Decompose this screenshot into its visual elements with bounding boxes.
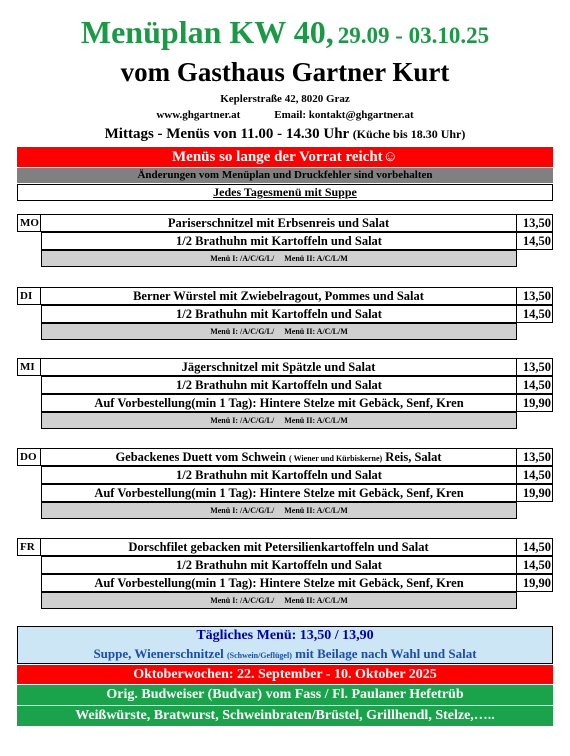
daily-menu-box — [17, 626, 553, 664]
day-block-fr — [17, 538, 553, 605]
allergen-menu-1: Menü I: /A/C/G/L/ — [210, 254, 275, 263]
specials-banner: Weißwürste, Bratwurst, Schweinbraten/Brüstel, Grillhendl, Stelze,….. — [17, 706, 553, 726]
hours-kitchen: (Küche bis 18.30 Uhr) — [352, 127, 466, 141]
allergen-menu-2: Menü II: A/C/L/M — [284, 596, 348, 605]
dish-name: 1/2 Brathuhn mit Kartoffeln und Salat — [41, 232, 517, 250]
menu-row — [17, 358, 553, 376]
allergen-menu-1: Menü I: /A/C/G/L/ — [210, 416, 275, 425]
day-block-mo — [17, 214, 553, 263]
dish-name: Auf Vorbestellung(min 1 Tag): Hintere Stelze mit Gebäck, Senf, Kren — [41, 574, 517, 592]
dish-price: 13,50 — [517, 358, 553, 376]
allergen-menu-1: Menü I: /A/C/G/L/ — [210, 506, 275, 515]
dish-name-rest: Reis, Salat — [385, 450, 442, 464]
dish-name: 1/2 Brathuhn mit Kartoffeln und Salat — [41, 466, 517, 484]
allergen-info — [41, 250, 517, 267]
daily-menu-description — [18, 646, 552, 662]
soup-notice-text: Jedes Tagesmenü mit Suppe — [213, 185, 357, 199]
dish-price: 19,90 — [517, 484, 553, 502]
dish-name: Auf Vorbestellung(min 1 Tag): Hintere Stelze mit Gebäck, Senf, Kren — [41, 484, 517, 502]
menu-title — [0, 14, 570, 51]
menu-row — [17, 376, 553, 394]
dish-name: 1/2 Brathuhn mit Kartoffeln und Salat — [41, 305, 517, 323]
email: Email: kontakt@ghgartner.at — [274, 109, 414, 121]
hours-main: Mittags - Menüs von 11.00 - 14.30 Uhr — [104, 126, 349, 142]
dish-price: 19,90 — [517, 394, 553, 412]
menu-row — [17, 232, 553, 250]
day-block-mi — [17, 358, 553, 425]
allergen-info — [41, 592, 517, 609]
day-block-di — [17, 287, 553, 336]
day-block-do — [17, 448, 553, 515]
dish-price: 14,50 — [517, 538, 553, 556]
allergen-info — [41, 412, 517, 429]
menu-row — [17, 538, 553, 556]
menu-row — [17, 466, 553, 484]
contact-line — [0, 109, 570, 121]
day-label: FR — [17, 538, 41, 556]
dish-name: Dorschfilet gebacken mit Petersilienkartoffeln und Salat — [41, 538, 517, 556]
allergen-menu-2: Menü II: A/C/L/M — [284, 416, 348, 425]
title-dates: 29.09 - 03.10.25 — [337, 23, 490, 48]
menu-row — [17, 448, 553, 466]
dish-name-note: ( Wiener und Kürbiskerne) — [289, 454, 383, 463]
dish-price: 13,50 — [517, 214, 553, 232]
dish-name-main: Gebackenes Duett vom Schwein — [115, 450, 286, 464]
allergen-info — [41, 323, 517, 340]
day-label: DO — [17, 448, 41, 466]
daily-desc-pre: Suppe, Wienerschnitzel — [93, 646, 224, 661]
menu-row — [17, 556, 553, 574]
dish-price: 14,50 — [517, 305, 553, 323]
address: Keplerstraße 42, 8020 Graz — [220, 93, 350, 105]
daily-desc-post: mit Beilage nach Wahl und Salat — [295, 646, 477, 661]
menu-row — [17, 214, 553, 232]
opening-hours — [0, 126, 570, 143]
dish-price: 14,50 — [517, 376, 553, 394]
allergen-menu-2: Menü II: A/C/L/M — [284, 506, 348, 515]
day-label: MI — [17, 358, 41, 376]
beer-banner: Orig. Budweiser (Budvar) vom Fass / Fl. Paulaner Hefetrüb — [17, 685, 553, 705]
menu-row — [17, 305, 553, 323]
dish-name: Auf Vorbestellung(min 1 Tag): Hintere Stelze mit Gebäck, Senf, Kren — [41, 394, 517, 412]
restaurant-name: vom Gasthaus Gartner Kurt — [120, 57, 450, 87]
menu-row — [17, 574, 553, 592]
dish-name — [41, 448, 517, 466]
dish-name: 1/2 Brathuhn mit Kartoffeln und Salat — [41, 376, 517, 394]
dish-price: 13,50 — [517, 448, 553, 466]
dish-price: 13,50 — [517, 287, 553, 305]
dish-price: 14,50 — [517, 466, 553, 484]
daily-menu-title: Tägliches Menü: 13,50 / 13,90 — [196, 628, 374, 643]
day-label: DI — [17, 287, 41, 305]
dish-name: Berner Würstel mit Zwiebelragout, Pommes und Salat — [41, 287, 517, 305]
menu-row — [17, 484, 553, 502]
allergen-menu-1: Menü I: /A/C/G/L/ — [210, 327, 275, 336]
website: www.ghgartner.at — [156, 109, 241, 121]
daily-desc-small: (Schwein/Geflügel) — [226, 651, 292, 660]
dish-price: 14,50 — [517, 232, 553, 250]
dish-name: Pariserschnitzel mit Erbsenreis und Salat — [41, 214, 517, 232]
menu-row — [17, 287, 553, 305]
day-label: MO — [17, 214, 41, 232]
oktoberwochen-banner: Oktoberwochen: 22. September - 10. Oktober 2025 — [17, 665, 553, 684]
changes-notice-banner: Änderungen vom Menüplan und Druckfehler sind vorbehalten — [17, 168, 553, 183]
allergen-menu-2: Menü II: A/C/L/M — [284, 254, 348, 263]
dish-name: 1/2 Brathuhn mit Kartoffeln und Salat — [41, 556, 517, 574]
dish-price: 14,50 — [517, 556, 553, 574]
stock-notice-banner: Menüs so lange der Vorrat reicht☺ — [17, 147, 553, 167]
allergen-menu-2: Menü II: A/C/L/M — [284, 327, 348, 336]
dish-price: 19,90 — [517, 574, 553, 592]
allergen-info — [41, 502, 517, 519]
allergen-menu-1: Menü I: /A/C/G/L/ — [210, 596, 275, 605]
title-main: Menüplan KW 40, — [80, 14, 334, 50]
soup-notice-banner — [17, 184, 553, 201]
menu-row — [17, 394, 553, 412]
dish-name: Jägerschnitzel mit Spätzle und Salat — [41, 358, 517, 376]
